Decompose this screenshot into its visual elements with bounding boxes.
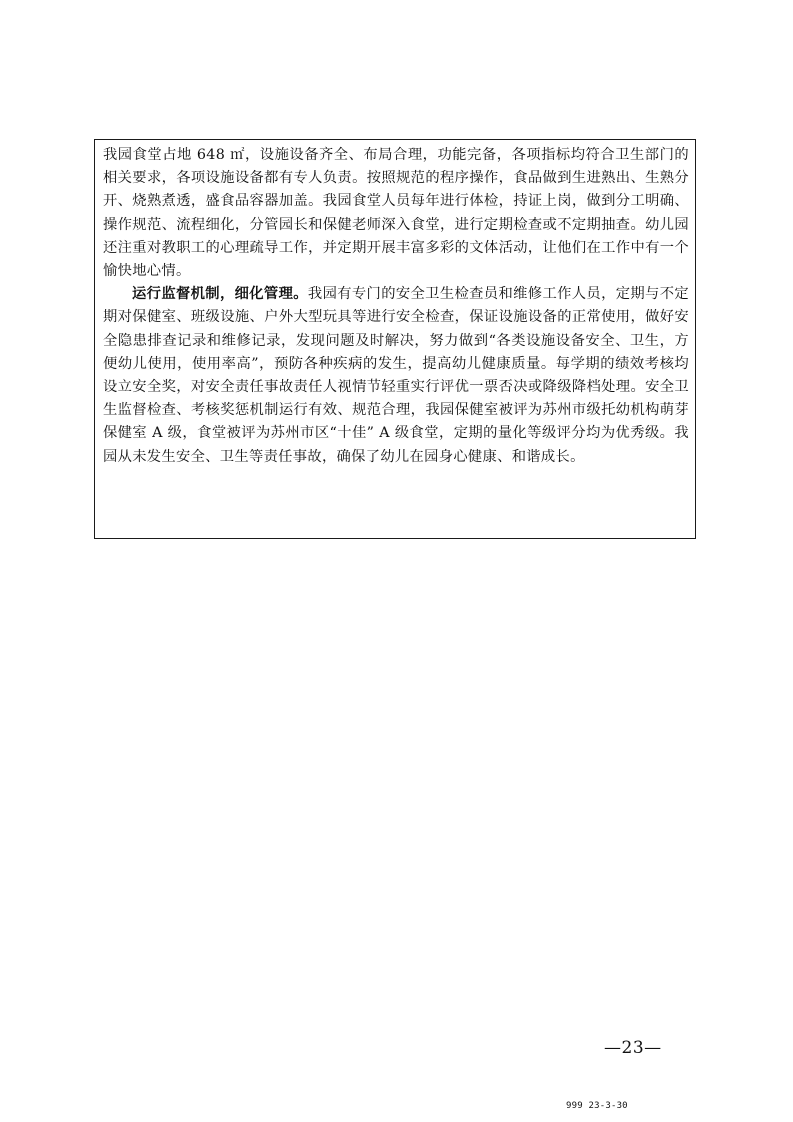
page-number: —23—	[604, 1038, 662, 1058]
bordered-text-box	[94, 139, 696, 539]
paragraph-supervision	[103, 283, 689, 469]
paragraph-body: 我园有专门的安全卫生检查员和维修工作人员，定期与不定期对保健室、班级设施、户外大型玩具等进行安全检查，保证设施设备的正常使用，做好安全隐患排查记录和维修记录，发现问题及时解决，努力做到“各类设施设备安全、卫生，方便幼儿使用，使用率高”，预防各种疾病的发生，提高幼儿健康质量。每学期的绩效考核均设立安全奖，对安全责任事故责任人视情节轻重实行评优一票否决或降级降档处理。安全卫生监督检查、考核奖惩机制运行有效、规范合理，我园保健室被评为苏州市级托幼机构萌芽保健室 A 级，食堂被评为苏州市区“十佳” A 级食堂，定期的量化等级评分均为优秀级。我园从未发生安全、卫生等责任事故，确保了幼儿在园身心健康、和谐成长。	[103, 286, 689, 465]
paragraph-canteen: 我园食堂占地 648 ㎡，设施设备齐全、布局合理，功能完备，各项指标均符合卫生部门的相关要求，各项设施设备都有专人负责。按照规范的程序操作，食品做到生进熟出、生熟分开、烧熟煮透，盛食品容器加盖。我园食堂人员每年进行体检，持证上岗，做到分工明确、操作规范、流程细化，分管园长和保健老师深入食堂，进行定期检查或不定期抽查。幼儿园还注重对教职工的心理疏导工作，并定期开展丰富多彩的文体活动，让他们在工作中有一个愉快地心情。	[103, 147, 689, 280]
paragraph-lead-heading: 运行监督机制，细化管理。	[132, 286, 308, 303]
footer-stamp: 999 23-3-30	[566, 1101, 628, 1111]
